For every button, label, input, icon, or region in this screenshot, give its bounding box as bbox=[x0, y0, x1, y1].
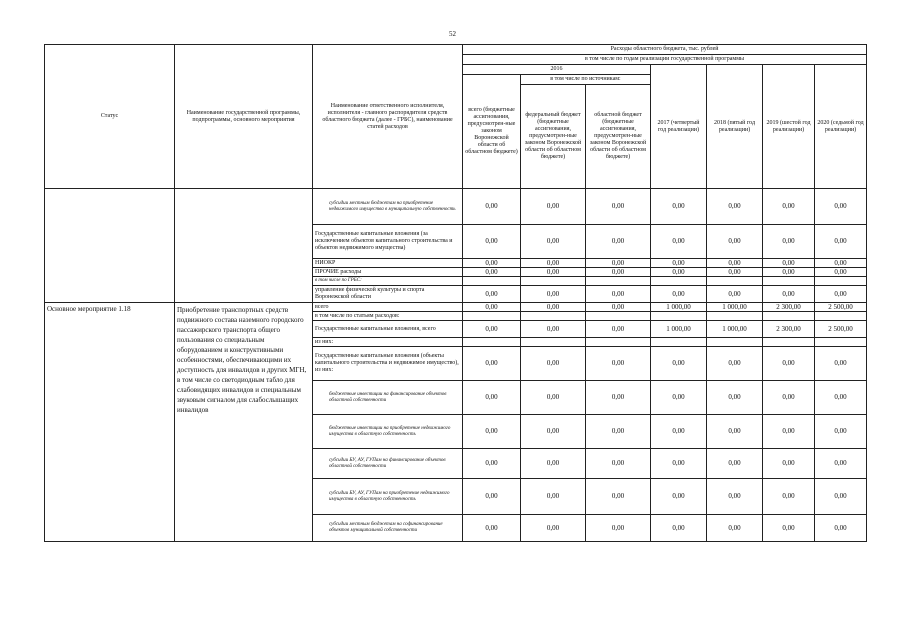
value-cell: 0,00 bbox=[463, 415, 521, 449]
row-label: бюджетные инвестиции на приобретение недвижимого имущества в областную собственность bbox=[313, 415, 463, 449]
header-program-name: Наименование государственной программы, подпрограммы, основного мероприятия bbox=[175, 45, 313, 189]
value-cell: 0,00 bbox=[707, 515, 763, 542]
value-cell: 0,00 bbox=[707, 225, 763, 259]
value-cell: 0,00 bbox=[815, 415, 867, 449]
status-cell-empty bbox=[45, 189, 175, 303]
value-cell: 0,00 bbox=[586, 268, 651, 277]
value-cell: 1 000,00 bbox=[707, 321, 763, 338]
value-cell bbox=[815, 277, 867, 286]
value-cell bbox=[707, 312, 763, 321]
value-cell: 0,00 bbox=[586, 321, 651, 338]
value-cell: 0,00 bbox=[463, 189, 521, 225]
value-cell: 0,00 bbox=[463, 381, 521, 415]
value-cell bbox=[707, 338, 763, 347]
row-label: Государственные капитальные вложения (за исключением объектов капитального строительства и объектов недвижимого имущества) bbox=[313, 225, 463, 259]
value-cell: 0,00 bbox=[521, 479, 586, 515]
value-cell: 0,00 bbox=[651, 268, 707, 277]
value-cell: 0,00 bbox=[463, 268, 521, 277]
header-year-2016: 2016 bbox=[463, 65, 651, 75]
value-cell bbox=[463, 277, 521, 286]
row-label: субсидии местным бюджетам на софинансирование объектов муниципальной собственности bbox=[313, 515, 463, 542]
header-status: Статус bbox=[45, 45, 175, 189]
header-2018: 2018 (пятый год реализации) bbox=[707, 65, 763, 189]
value-cell: 0,00 bbox=[586, 189, 651, 225]
table-row bbox=[45, 189, 867, 225]
row-label: субсидии БУ, АУ, ГУПам на финансирование объектов областной собственности bbox=[313, 449, 463, 479]
value-cell bbox=[815, 338, 867, 347]
value-cell: 2 500,00 bbox=[815, 321, 867, 338]
value-cell: 0,00 bbox=[586, 449, 651, 479]
header-federal: федеральный бюджет (бюджетные ассигнования, предусмотрен-ные законом Воронежской области об областном бюджете) bbox=[521, 85, 586, 189]
value-cell: 0,00 bbox=[586, 347, 651, 381]
value-cell: 0,00 bbox=[651, 347, 707, 381]
value-cell bbox=[763, 312, 815, 321]
row-label: ПРОЧИЕ расходы bbox=[313, 268, 463, 277]
value-cell bbox=[763, 338, 815, 347]
value-cell: 0,00 bbox=[763, 381, 815, 415]
value-cell: 0,00 bbox=[586, 303, 651, 312]
value-cell: 0,00 bbox=[586, 479, 651, 515]
header-2020: 2020 (седьмой год реализации) bbox=[815, 65, 867, 189]
value-cell bbox=[763, 277, 815, 286]
value-cell: 0,00 bbox=[463, 449, 521, 479]
row-label: Государственные капитальные вложения, всего bbox=[313, 321, 463, 338]
row-label: субсидии местным бюджетам на приобретение недвижимого имущества в муниципальную собственность bbox=[313, 189, 463, 225]
value-cell: 0,00 bbox=[707, 381, 763, 415]
value-cell: 0,00 bbox=[521, 189, 586, 225]
value-cell bbox=[463, 312, 521, 321]
value-cell: 0,00 bbox=[707, 268, 763, 277]
value-cell: 0,00 bbox=[463, 303, 521, 312]
value-cell: 0,00 bbox=[651, 189, 707, 225]
value-cell bbox=[815, 312, 867, 321]
value-cell: 0,00 bbox=[463, 515, 521, 542]
value-cell bbox=[707, 277, 763, 286]
value-cell: 0,00 bbox=[521, 268, 586, 277]
value-cell: 0,00 bbox=[521, 449, 586, 479]
header-expenses: Расходы областного бюджета, тыс. рублей bbox=[463, 45, 867, 55]
row-label: всего bbox=[313, 303, 463, 312]
value-cell bbox=[586, 312, 651, 321]
value-cell: 1 000,00 bbox=[651, 303, 707, 312]
row-label: бюджетные инвестиции на финансирование объектов областной собственности bbox=[313, 381, 463, 415]
value-cell: 0,00 bbox=[521, 321, 586, 338]
value-cell: 0,00 bbox=[463, 321, 521, 338]
value-cell bbox=[521, 277, 586, 286]
value-cell: 0,00 bbox=[463, 286, 521, 303]
value-cell: 0,00 bbox=[815, 479, 867, 515]
value-cell: 0,00 bbox=[763, 286, 815, 303]
value-cell: 0,00 bbox=[521, 381, 586, 415]
value-cell: 0,00 bbox=[707, 415, 763, 449]
value-cell: 2 300,00 bbox=[763, 321, 815, 338]
value-cell: 0,00 bbox=[521, 259, 586, 268]
header-regional: областной бюджет (бюджетные ассигнования, предусмотрен-ные законом Воронежской области об областном бюджете) bbox=[586, 85, 651, 189]
value-cell: 0,00 bbox=[707, 189, 763, 225]
value-cell: 0,00 bbox=[651, 479, 707, 515]
value-cell: 0,00 bbox=[521, 515, 586, 542]
value-cell: 0,00 bbox=[651, 225, 707, 259]
value-cell: 1 000,00 bbox=[707, 303, 763, 312]
value-cell: 0,00 bbox=[707, 449, 763, 479]
value-cell: 1 000,00 bbox=[651, 321, 707, 338]
value-cell: 0,00 bbox=[651, 381, 707, 415]
header-by-sources: в том числе по источникам: bbox=[521, 75, 651, 85]
header-total: всего (бюджетные ассигнования, предусмотрен-ные законом Воронежской области об областном бюджете) bbox=[463, 75, 521, 189]
value-cell bbox=[586, 338, 651, 347]
value-cell: 0,00 bbox=[521, 347, 586, 381]
row-label: НИОКР bbox=[313, 259, 463, 268]
budget-table bbox=[44, 44, 867, 542]
value-cell: 0,00 bbox=[763, 225, 815, 259]
value-cell: 0,00 bbox=[763, 268, 815, 277]
page-number: 52 bbox=[449, 30, 456, 38]
value-cell: 0,00 bbox=[521, 303, 586, 312]
value-cell: 0,00 bbox=[763, 347, 815, 381]
value-cell: 0,00 bbox=[763, 515, 815, 542]
row-label: Государственные капитальные вложения (объекты капитального строительства и недвижимое имущество), из них: bbox=[313, 347, 463, 381]
value-cell: 0,00 bbox=[521, 225, 586, 259]
header-executor: Наименование ответственного исполнителя, исполнителя - главного распорядителя средств областного бюджета (далее - ГРБС), наименование статей расходов bbox=[313, 45, 463, 189]
row-label: управление физической культуры и спорта Воронежской области bbox=[313, 286, 463, 303]
value-cell bbox=[651, 338, 707, 347]
measure-name: Приобретение транспортных средств подвижного состава наземного городского пассажирского транспорта общего пользования со специальным оборудованием и конструктивными особенностями, обеспечивающими их доступность для инвалидов и других МГН, в том числе со светодиодным табло для слабовидящих инвалидов и специальным звуковым сигналом для слабослышащих инвалидов bbox=[175, 303, 313, 542]
value-cell: 0,00 bbox=[815, 347, 867, 381]
header-2017: 2017 (четвертый год реализации) bbox=[651, 65, 707, 189]
value-cell: 0,00 bbox=[763, 449, 815, 479]
value-cell: 0,00 bbox=[815, 449, 867, 479]
value-cell: 0,00 bbox=[586, 259, 651, 268]
row-label: субсидии БУ, АУ, ГУПам на приобретение недвижимого имущества в областную собственность bbox=[313, 479, 463, 515]
value-cell bbox=[521, 312, 586, 321]
value-cell: 0,00 bbox=[763, 259, 815, 268]
value-cell: 0,00 bbox=[651, 515, 707, 542]
value-cell: 2 300,00 bbox=[763, 303, 815, 312]
value-cell: 0,00 bbox=[521, 286, 586, 303]
value-cell: 0,00 bbox=[815, 515, 867, 542]
value-cell: 0,00 bbox=[463, 479, 521, 515]
value-cell: 0,00 bbox=[707, 259, 763, 268]
value-cell: 0,00 bbox=[586, 415, 651, 449]
value-cell: 0,00 bbox=[586, 286, 651, 303]
value-cell: 0,00 bbox=[463, 259, 521, 268]
row-label: в том числе по ГРБС: bbox=[313, 277, 463, 286]
header-2019: 2019 (шестой год реализации) bbox=[763, 65, 815, 189]
header-by-years: в том числе по годам реализации государственной программы bbox=[463, 55, 867, 65]
value-cell: 0,00 bbox=[815, 286, 867, 303]
value-cell: 0,00 bbox=[651, 449, 707, 479]
value-cell bbox=[586, 277, 651, 286]
table-row bbox=[45, 303, 867, 312]
value-cell: 0,00 bbox=[651, 286, 707, 303]
value-cell: 0,00 bbox=[815, 259, 867, 268]
value-cell: 0,00 bbox=[707, 347, 763, 381]
value-cell: 0,00 bbox=[463, 347, 521, 381]
value-cell: 0,00 bbox=[815, 381, 867, 415]
value-cell: 0,00 bbox=[651, 415, 707, 449]
value-cell: 0,00 bbox=[707, 479, 763, 515]
row-label: из них: bbox=[313, 338, 463, 347]
value-cell bbox=[463, 338, 521, 347]
value-cell: 0,00 bbox=[651, 259, 707, 268]
value-cell: 0,00 bbox=[586, 225, 651, 259]
value-cell: 2 500,00 bbox=[815, 303, 867, 312]
value-cell: 0,00 bbox=[815, 268, 867, 277]
program-cell-empty bbox=[175, 189, 313, 303]
value-cell: 0,00 bbox=[463, 225, 521, 259]
value-cell: 0,00 bbox=[707, 286, 763, 303]
measure-status: Основное мероприятие 1.18 bbox=[45, 303, 175, 542]
value-cell: 0,00 bbox=[815, 189, 867, 225]
value-cell bbox=[651, 312, 707, 321]
row-label: в том числе по статьям расходов: bbox=[313, 312, 463, 321]
value-cell bbox=[651, 277, 707, 286]
value-cell: 0,00 bbox=[586, 515, 651, 542]
value-cell bbox=[521, 338, 586, 347]
value-cell: 0,00 bbox=[521, 415, 586, 449]
value-cell: 0,00 bbox=[763, 479, 815, 515]
value-cell: 0,00 bbox=[763, 415, 815, 449]
value-cell: 0,00 bbox=[586, 381, 651, 415]
value-cell: 0,00 bbox=[815, 225, 867, 259]
value-cell: 0,00 bbox=[763, 189, 815, 225]
